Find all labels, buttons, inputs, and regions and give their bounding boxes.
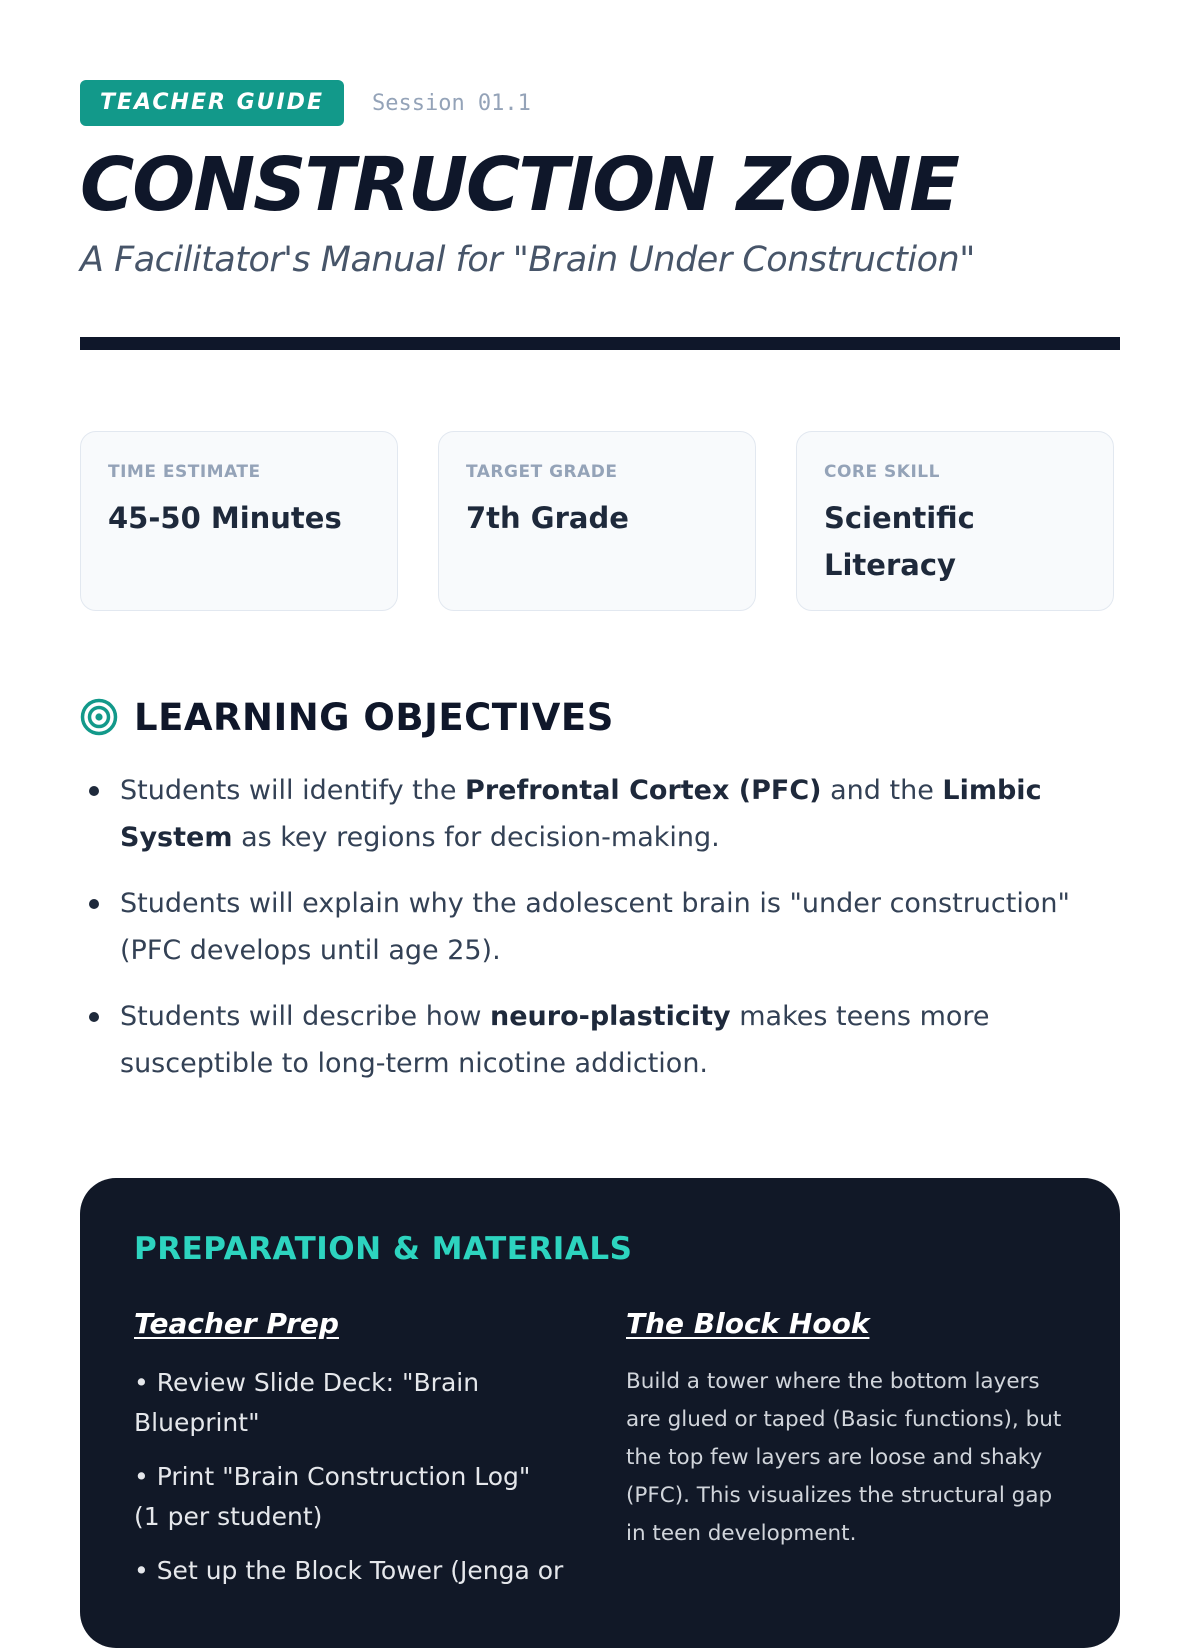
preparation-panel (80, 1178, 1120, 1648)
objectives-header (80, 695, 1120, 739)
teacher-prep-heading: Teacher Prep (134, 1307, 339, 1340)
core-skill-card (796, 431, 1114, 611)
objective-item (80, 993, 1120, 1087)
teacher-prep-column (134, 1307, 626, 1605)
block-hook-text: Build a tower where the bottom layers are glued or taped (Basic functions), but the top few layers are loose and shaky (PFC). This visualizes the structural gap in teen development. (626, 1369, 1062, 1546)
objectives-list (80, 767, 1120, 1087)
lesson-meta (80, 431, 1120, 611)
session-code: Session 01.1 (371, 90, 531, 116)
guide-page (80, 80, 1120, 1106)
objective-text: Students will describe how (120, 1001, 490, 1032)
objective-item (80, 767, 1120, 861)
meta-value: 45-50 Minutes (108, 501, 342, 535)
objective-term: Prefrontal Cortex (PFC) (465, 775, 822, 806)
title-divider (80, 337, 1120, 350)
objective-term: neuro-plasticity (490, 1001, 731, 1032)
target-grade-card (438, 431, 756, 611)
meta-value: 7th Grade (466, 501, 629, 535)
meta-label: TARGET GRADE (466, 462, 618, 482)
objective-item (80, 880, 1120, 974)
meta-label: CORE SKILL (824, 462, 940, 482)
block-hook-column (626, 1307, 1066, 1605)
header-tagline (80, 80, 1120, 126)
teacher-guide-badge: TEACHER GUIDE (80, 80, 344, 126)
objective-text: as key regions for decision-making. (232, 822, 720, 853)
meta-value: Scientific Literacy (824, 501, 975, 582)
objective-term: Limbic System (120, 775, 1042, 853)
objective-text: Students will identify the (120, 775, 466, 806)
objective-text: Students will explain why the adolescent brain is "under construction" (PFC develops until age 25). (120, 888, 1070, 966)
block-hook-heading: The Block Hook (626, 1307, 870, 1340)
prep-item: • Print "Brain Construction Log" (1 per student) (134, 1462, 531, 1531)
page-title: CONSTRUCTION ZONE (80, 142, 958, 228)
objective-text: makes teens more susceptible to long-term nicotine addiction. (120, 1001, 990, 1079)
teacher-prep-list (134, 1363, 564, 1591)
time-estimate-card (80, 431, 398, 611)
preparation-title: PREPARATION & MATERIALS (134, 1231, 633, 1267)
objective-text: and the (821, 775, 943, 806)
target-icon (80, 698, 118, 736)
prep-item: • Review Slide Deck: "Brain Blueprint" (134, 1368, 480, 1437)
page-subtitle: A Facilitator's Manual for "Brain Under Construction" (80, 240, 975, 280)
preparation-columns (134, 1307, 1066, 1605)
prep-item: • Set up the Block Tower (Jenga or (134, 1556, 564, 1585)
objectives-title: LEARNING OBJECTIVES (134, 695, 614, 739)
meta-label: TIME ESTIMATE (108, 462, 261, 482)
